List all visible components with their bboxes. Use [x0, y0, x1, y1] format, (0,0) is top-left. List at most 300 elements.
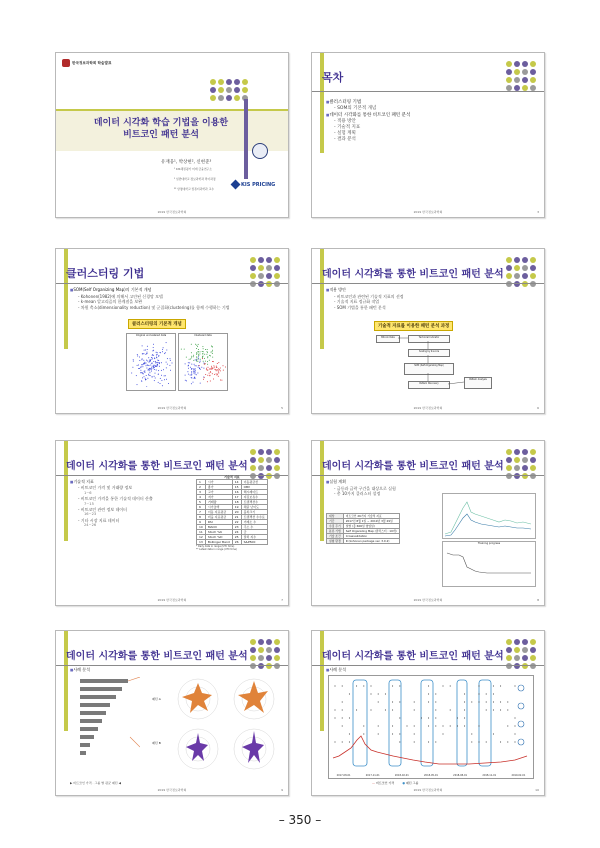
bullet-item: ■ SOM(Self Organizing Map)의 기본적 개념 — [70, 287, 230, 294]
flow-step-6: Pattern Analysis — [464, 377, 492, 389]
table-row — [327, 539, 400, 544]
horizontal-bar-chart — [70, 677, 140, 761]
scatter-point — [191, 352, 192, 353]
scatter-point — [191, 373, 192, 374]
scatter-point — [198, 356, 199, 357]
scatter-point — [209, 369, 210, 370]
scatter-point — [214, 369, 215, 370]
slide-1 — [55, 52, 289, 218]
slide-footer: 2019 한국정보과학회 — [413, 598, 443, 602]
scatter-point — [151, 359, 152, 360]
scatter-point — [165, 352, 166, 353]
scatter-point — [200, 361, 201, 362]
slide-number: 8 — [537, 598, 539, 602]
table-cell: 비율 지표평균 — [205, 515, 232, 520]
scatter-point — [160, 352, 161, 353]
table-cell: 15 — [232, 485, 241, 490]
bullet-list — [70, 479, 153, 529]
scatter-point — [212, 351, 213, 352]
table-cell: 5 — [197, 500, 206, 505]
bullet-list — [326, 99, 410, 143]
scatter-point — [220, 370, 221, 371]
scatter-point — [203, 363, 204, 364]
table-cell: 4 — [197, 495, 206, 500]
scatter-point — [218, 362, 219, 363]
slide-number: 5 — [281, 406, 283, 410]
scatter-point — [154, 358, 155, 359]
slide-footer: 2019 한국정보과학회 — [157, 788, 187, 792]
scatter-point — [153, 366, 154, 367]
event-dot — [450, 710, 451, 711]
scatter-point — [157, 364, 158, 365]
table-header: 기술적 지표 — [224, 475, 240, 479]
scatter-point — [197, 346, 198, 347]
x-axis-ticks — [329, 774, 533, 777]
chart-label: Training progress — [477, 542, 501, 545]
scatter-point — [147, 378, 148, 379]
scatter-point — [204, 358, 205, 359]
event-dot — [378, 694, 379, 695]
table-cell: 17 — [232, 495, 241, 500]
org-logo-text: 한국정보과학회 학술발표 — [72, 60, 112, 65]
x-tick-label: 2018-05-01 — [424, 774, 438, 777]
scatter-point — [142, 353, 143, 354]
slide-title: 데이터 시각화를 통한 비트코인 패턴 분석 — [66, 461, 248, 472]
table-cell: 이동 지표평균 — [205, 510, 232, 515]
scatter-point — [202, 353, 203, 354]
bullet-item: ■ 사례 분석 — [70, 667, 90, 673]
scatter-point — [153, 355, 154, 356]
scatter-point — [145, 354, 146, 355]
scatter-point — [213, 365, 214, 366]
scatter-point — [141, 364, 142, 365]
scatter-point — [138, 368, 139, 369]
scatter-point — [149, 369, 150, 370]
scatter-point — [163, 369, 164, 370]
scatter-point — [157, 362, 158, 363]
table-cell: 고가 — [205, 490, 232, 495]
scatter-point — [184, 349, 185, 350]
scatter-point — [208, 367, 209, 368]
scatter-point — [216, 366, 217, 367]
scatter-point — [191, 356, 192, 357]
event-dot — [486, 702, 487, 703]
scatter-point — [158, 362, 159, 363]
scatter-point — [220, 368, 221, 369]
event-dot — [363, 686, 364, 687]
scatter-point — [169, 365, 170, 366]
scatter-point — [154, 365, 155, 366]
scatter-point — [150, 368, 151, 369]
scatter-point — [198, 344, 199, 345]
bullet-item: - 총 10가지 클러스터 설정 — [326, 491, 396, 497]
table-cell: 해시레이트 — [241, 490, 267, 495]
event-dot — [435, 742, 436, 743]
scatter-point — [141, 359, 142, 360]
scatter-point — [193, 368, 194, 369]
decor-dots — [210, 79, 248, 101]
scatter-plot-original — [126, 333, 176, 391]
table-cell: 25 — [232, 535, 241, 540]
event-dot — [399, 742, 400, 743]
scatter-point — [158, 360, 159, 361]
scatter-point — [144, 371, 145, 372]
bullet-item: ■ 데이터 시각화를 통한 비트코인 패턴 분석 — [326, 112, 410, 119]
scatter-point — [170, 358, 171, 359]
scatter-point — [150, 375, 151, 376]
table-value-cell: 비트코인 26가지 기술적 지표 — [343, 514, 399, 519]
event-dot — [507, 710, 508, 711]
table-row — [327, 529, 400, 534]
bullet-item: - 기술적 지표 정규화 작업 — [326, 299, 404, 305]
x-tick-label: 2017-11-01 — [365, 774, 380, 777]
scatter-point — [142, 372, 143, 373]
slide-4 — [311, 248, 545, 414]
scatter-point — [185, 380, 186, 381]
event-dot — [435, 726, 436, 727]
bullet-item: - 차원 축소(dimensionality reduction) 및 군집화(clustering)를 함께 수행하는 기법 — [70, 305, 230, 311]
event-dot — [464, 718, 465, 719]
scatter-point — [197, 351, 198, 352]
scatter-point — [145, 350, 146, 351]
table-cell: OBV — [241, 485, 267, 490]
scatter-point — [161, 375, 162, 376]
scatter-point — [216, 373, 217, 374]
scatter-point — [195, 378, 196, 379]
bullet-sub: 1~6 — [84, 490, 92, 495]
scatter-point — [137, 365, 138, 366]
slide-title: 데이터 시각화를 통한 비트코인 패턴 분석 — [322, 651, 504, 662]
scatter-point — [161, 362, 162, 363]
scatter-point — [195, 344, 196, 345]
scatter-point — [194, 377, 195, 378]
scatter-point — [196, 360, 197, 361]
table-cell: 시가 — [205, 480, 232, 485]
event-dot — [500, 710, 501, 711]
scatter-point — [188, 368, 189, 369]
scatter-point — [215, 369, 216, 370]
table-cell: 22 — [232, 520, 241, 525]
event-dot — [435, 718, 436, 719]
scatter-point — [218, 371, 219, 372]
event-dot — [486, 742, 487, 743]
event-dot — [342, 686, 343, 687]
slide-8 — [311, 630, 545, 796]
event-dot — [414, 742, 415, 743]
scatter-point — [151, 357, 152, 358]
event-dot — [342, 702, 343, 703]
scatter-point — [153, 367, 154, 368]
scatter-point — [164, 379, 165, 380]
scatter-point — [167, 364, 168, 365]
scatter-point — [145, 378, 146, 379]
scatter-point — [225, 367, 226, 368]
scatter-point — [198, 355, 199, 356]
scatter-point — [142, 364, 143, 365]
scatter-point — [212, 357, 213, 358]
event-dot — [414, 702, 415, 703]
scatter-point — [165, 375, 166, 376]
scatter-point — [158, 370, 159, 371]
event-dot — [428, 702, 429, 703]
scatter-point — [144, 362, 145, 363]
scatter-point — [146, 375, 147, 376]
scatter-point — [154, 380, 155, 381]
event-dot — [399, 734, 400, 735]
scatter-point — [170, 360, 171, 361]
scatter-point — [152, 358, 153, 359]
table-cell: 26 — [232, 540, 241, 545]
scatter-point — [140, 370, 141, 371]
event-dot — [479, 686, 480, 687]
event-dot — [515, 742, 516, 743]
event-dot — [507, 726, 508, 727]
event-dot — [363, 726, 364, 727]
scatter-point — [153, 368, 154, 369]
scatter-point — [160, 383, 161, 384]
training-curve — [443, 545, 535, 585]
scatter-point — [207, 351, 208, 352]
table-cell: 거래소 수 — [241, 520, 267, 525]
scatter-point — [196, 365, 197, 366]
scatter-point — [196, 356, 197, 357]
bullet-sub: 24~26 — [84, 523, 97, 528]
authors: 유재웅¹, 박상현², 신현준³ — [161, 160, 212, 165]
scatter-point — [147, 352, 148, 353]
table-cell: RSI — [205, 520, 232, 525]
slide-footer: 2019 한국정보과학회 — [413, 406, 443, 410]
event-dot — [507, 702, 508, 703]
event-dot — [479, 694, 480, 695]
scatter-point — [185, 375, 186, 376]
bullet-item: ■ 사례 분석 — [326, 667, 346, 673]
table-cell: Stoch %K — [205, 530, 232, 535]
org-logo — [62, 59, 111, 67]
slide-7 — [55, 630, 289, 796]
table-cell: 11 — [197, 530, 206, 535]
table-cell: 거래량 — [205, 500, 232, 505]
event-dot — [515, 734, 516, 735]
scatter-point — [138, 365, 139, 366]
table-cell: 7 — [197, 510, 206, 515]
bullet-item: - 적용 방안 — [326, 119, 410, 125]
scatter-point — [162, 385, 163, 386]
scatter-point — [206, 368, 207, 369]
scatter-point — [196, 374, 197, 375]
scatter-point — [207, 356, 208, 357]
event-dot — [457, 718, 458, 719]
scatter-point — [146, 360, 147, 361]
table-cell: 9 — [197, 520, 206, 525]
event-dot — [486, 710, 487, 711]
scatter-point — [213, 379, 214, 380]
scatter-point — [148, 374, 149, 375]
scatter-point — [149, 372, 150, 373]
scatter-point — [147, 346, 148, 347]
scatter-point — [212, 361, 213, 362]
bullet-item: - 비트코인 가격 및 거래량 정보 — [70, 485, 153, 490]
event-dot — [335, 718, 336, 719]
scatter-point — [191, 344, 192, 345]
scatter-point — [139, 368, 140, 369]
x-tick-label: 2018-02-01 — [394, 774, 409, 777]
scatter-point — [209, 360, 210, 361]
scatter-point — [202, 358, 203, 359]
title-rule — [312, 665, 544, 666]
scatter-point — [209, 373, 210, 374]
company-logo-text: KIS PRICING — [241, 181, 276, 188]
scatter-point — [196, 357, 197, 358]
scatter-point — [136, 375, 137, 376]
bullet-item: - k-mean 알고리즘의 한계점을 보완 — [70, 299, 230, 305]
event-dot — [500, 702, 501, 703]
x-tick-label: 2018-08-01 — [453, 774, 468, 777]
scatter-point — [139, 360, 140, 361]
scatter-point — [158, 356, 159, 357]
scatter-point — [206, 369, 207, 370]
scatter-point — [131, 373, 132, 374]
table-cell: 20 — [232, 510, 241, 515]
scatter-point — [153, 347, 154, 348]
scatter-point — [146, 363, 147, 364]
scatter-point — [212, 350, 213, 351]
scatter-point — [155, 378, 156, 379]
title-rule — [56, 283, 288, 284]
event-dot — [443, 726, 444, 727]
title-rule — [56, 665, 288, 666]
event-dot — [407, 726, 408, 727]
indicator-table-wrap — [196, 475, 268, 551]
bullet-item: - 비트코인 가격을 통한 기술적 데이터 산출 — [70, 496, 153, 501]
accent-bar — [320, 249, 324, 349]
event-dot — [349, 734, 350, 735]
table-label-cell: 기간 — [327, 519, 344, 524]
bullet-sub: 16~23 — [84, 512, 97, 517]
scatter-point — [200, 369, 201, 370]
table-cell: Stoch %D — [205, 535, 232, 540]
scatter-point — [151, 369, 152, 370]
page-number: – 350 – — [278, 813, 322, 827]
scatter-point — [203, 379, 204, 380]
slide-number: 10 — [535, 788, 539, 792]
scatter-point — [191, 364, 192, 365]
scatter-point — [210, 355, 211, 356]
scatter-point — [152, 350, 153, 351]
scatter-point — [159, 366, 160, 367]
scatter-point — [190, 375, 191, 376]
scatter-point — [203, 351, 204, 352]
scatter-point — [207, 370, 208, 371]
table-value-cell: 2017년 8월 1일 ~ 2019년 3월 29일 — [343, 519, 399, 524]
event-dot — [457, 726, 458, 727]
scatter-point — [139, 357, 140, 358]
event-dot — [435, 702, 436, 703]
event-dot — [428, 694, 429, 695]
scatter-point — [142, 345, 143, 346]
event-dot — [443, 686, 444, 687]
university-seal-icon — [252, 143, 268, 159]
scatter-point — [195, 365, 196, 366]
bullet-list — [326, 479, 396, 497]
table-cell: 저가 — [205, 495, 232, 500]
scatter-point — [196, 361, 197, 362]
table-label-cell: 수집 주기 — [327, 524, 344, 529]
event-dot — [479, 702, 480, 703]
radar-charts — [172, 675, 282, 775]
scatter-point — [166, 362, 167, 363]
table-cell: 19 — [232, 505, 241, 510]
table-cell: 1 — [197, 480, 206, 485]
scatter-point — [217, 363, 218, 364]
scatter-point — [201, 367, 202, 368]
event-dot — [399, 702, 400, 703]
scatter-point — [144, 372, 145, 373]
accent-bar — [64, 249, 68, 349]
scatter-point — [157, 360, 158, 361]
scatter-point — [223, 370, 224, 371]
scatter-point — [211, 366, 212, 367]
scatter-point — [217, 374, 218, 375]
slide-title: 데이터 시각화를 통한 비트코인 패턴 분석 — [322, 269, 504, 280]
scatter-point — [196, 348, 197, 349]
figure-caption: 기술적 자료를 이용한 패턴 분석 과정 — [374, 321, 453, 331]
scatter-point — [157, 352, 158, 353]
scatter-point — [156, 370, 157, 371]
event-dot — [493, 710, 494, 711]
scatter-point — [218, 376, 219, 377]
scatter-point — [146, 365, 147, 366]
event-dot — [493, 686, 494, 687]
scatter-point — [156, 352, 157, 353]
plot-title: Clustered data — [194, 334, 212, 337]
event-dot — [414, 710, 415, 711]
scatter-point — [220, 380, 221, 381]
scatter-point — [143, 363, 144, 364]
scatter-point — [188, 374, 189, 375]
event-dot — [428, 726, 429, 727]
table-cell: 12 — [197, 535, 206, 540]
scatter-point — [140, 372, 141, 373]
scatter-point — [166, 367, 167, 368]
scatter-point — [200, 351, 201, 352]
slide-footer: 2019 한국정보과학회 — [157, 210, 187, 214]
scatter-point — [200, 359, 201, 360]
table-cell: 6 — [197, 505, 206, 510]
title-line-2: 비트코인 패턴 분석 — [123, 130, 199, 140]
title-rule — [312, 283, 544, 284]
scatter-point — [146, 386, 147, 387]
scatter-point — [149, 360, 150, 361]
scatter-point — [193, 355, 194, 356]
scatter-point — [166, 379, 167, 380]
scatter-point — [148, 370, 149, 371]
event-dot — [464, 710, 465, 711]
event-dot — [443, 734, 444, 735]
slide-footer: 2019 한국정보과학회 — [413, 210, 443, 214]
scatter-point — [154, 376, 155, 377]
scatter-point — [137, 356, 138, 357]
affiliation-1: ¹ KIS채권평가 미래 금융연구소 — [174, 167, 212, 171]
scatter-point — [168, 383, 169, 384]
bullet-item: - 기술적 지표 — [326, 125, 410, 131]
scatter-point — [203, 368, 204, 369]
table-label-cell: 분류 기법 — [327, 529, 344, 534]
figure-note: ▶ 비트코인 가격 · 그룹 별 평균 패턴 ◀ — [70, 781, 121, 785]
scatter-point — [147, 353, 148, 354]
bullet-item: - Kohonen(1982)에 의해서 고안된 신경망 모델 — [70, 294, 230, 300]
title-rule — [56, 109, 288, 111]
bullet-list — [326, 667, 346, 673]
